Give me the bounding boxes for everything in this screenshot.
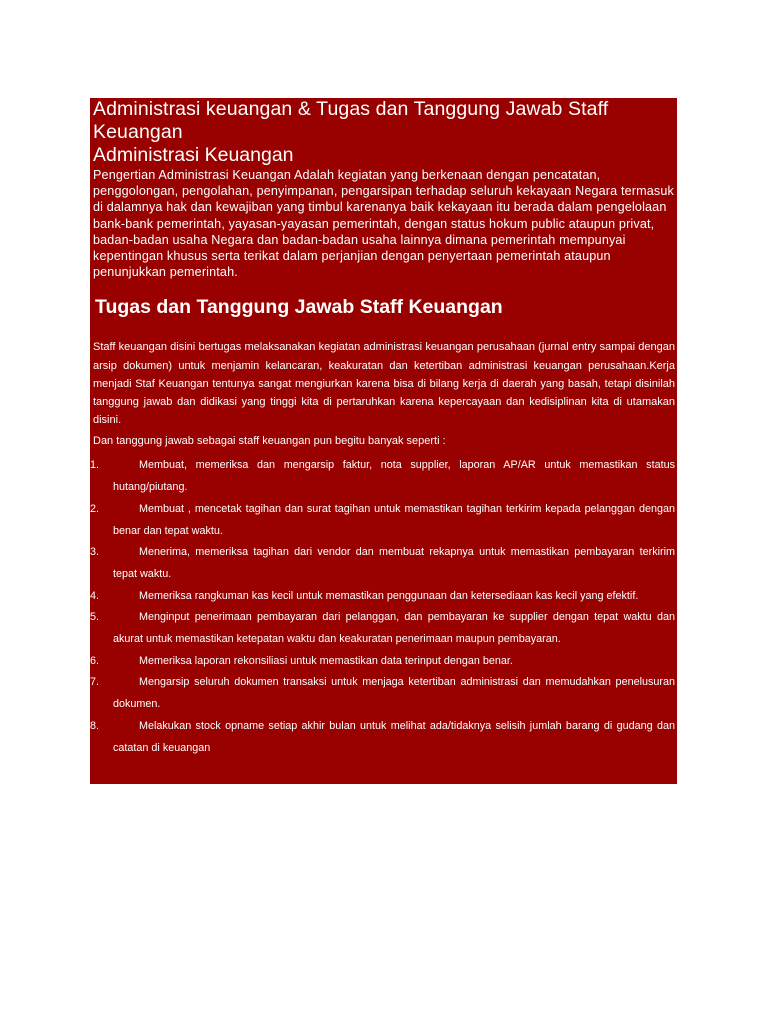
list-item-number: 4. <box>90 589 100 602</box>
list-item-number: 7. <box>90 676 100 689</box>
list-item-number: 2. <box>90 502 100 515</box>
list-item-text: Melakukan stock opname setiap akhir bulan untuk melihat ada/tidaknya selisih jumlah barang di gudang dan catatan di keuangan <box>113 719 675 754</box>
list-item-number: 6. <box>90 654 100 667</box>
list-item-text: Menginput penerimaan pembayaran dari pelanggan, dan pembayaran ke supplier dengan tepat waktu dan akurat untuk memastikan ketepatan waktu dan keakuratan penerimaan maupun pembayaran. <box>113 611 675 646</box>
list-item-number: 8. <box>90 719 100 732</box>
list-item-number: 5. <box>90 611 100 624</box>
list-item <box>90 455 677 498</box>
list-item <box>90 651 677 673</box>
list-item-text: Menerima, memeriksa tagihan dari vendor dan membuat rekapnya untuk memastikan pembayaran terkirim tepat waktu. <box>113 546 675 580</box>
list-item-number: 3. <box>90 546 100 559</box>
task-list <box>90 455 677 759</box>
list-item <box>90 672 677 715</box>
list-item-text: Membuat, memeriksa dan mengarsip faktur, nota supplier, laporan AP/AR untuk memastikan status hutang/piutang. <box>113 459 675 494</box>
list-item-text: Memeriksa rangkuman kas kecil untuk memastikan penggunaan dan ketersediaan kas kecil yang efektif. <box>139 589 639 602</box>
list-item-text: Membuat , mencetak tagihan dan surat tagihan untuk memastikan tagihan terkirim kepada pelanggan dengan benar dan tepat waktu. <box>113 502 675 537</box>
list-item <box>90 716 677 759</box>
list-item-number: 1. <box>90 459 100 472</box>
document-title: Administrasi keuangan & Tugas dan Tanggung Jawab Staff Keuangan <box>93 98 609 143</box>
document-panel <box>90 98 677 784</box>
list-item <box>90 586 677 608</box>
list-intro: Dan tanggung jawab sebagai staff keuangan pun begitu banyak seperti : <box>93 435 446 448</box>
list-item <box>90 499 677 542</box>
list-item <box>90 542 677 585</box>
list-item-text: Memeriksa laporan rekonsiliasi untuk memastikan data terinput dengan benar. <box>139 654 513 667</box>
body-paragraph: Staff keuangan disini bertugas melaksanakan kegiatan administrasi keuangan perusahaan (jurnal entry sampai dengan arsip dokumen) untuk menjamin kelancaran, keakuratan dan ketertiban administrasi keuangan perusahaan.Kerja menjadi Staf Keuangan tentunya sangat mengiurkan karena bisa di bilang kerja di daerah yang basah, tetapi disinilah tanggung jawab dan didikasi yang tinggi kita di pertaruhkan karena kepercayaan dan kedisiplinan kita di utamakan disini. <box>93 341 675 427</box>
section-heading: Tugas dan Tanggung Jawab Staff Keuangan <box>95 296 503 319</box>
document-subtitle: Administrasi Keuangan <box>93 144 294 166</box>
list-item <box>90 607 677 650</box>
list-item-text: Mengarsip seluruh dokumen transaksi untuk menjaga ketertiban administrasi dan memudahkan penelusuran dokumen. <box>113 676 675 711</box>
intro-paragraph: Pengertian Administrasi Keuangan Adalah kegiatan yang berkenaan dengan pencatatan, penggolongan, pengolahan, penyimpanan, pengarsipan terhadap seluruh kekayaan Negara termasuk di dalamnya hak dan kewajiban yang timbul karenanya baik kekayaan itu berada dalam pengelolaan bank-bank pemerintah, yayasan-yayasan pemerintah, dengan status hokum public ataupun privat, badan-badan usaha Negara dan badan-badan usaha lainnya dimana pemerintah mempunyai kepentingan khusus serta terikat dalam perjanjian dengan penyertaan pemerintah ataupun penunjukkan pemerintah. <box>93 168 674 280</box>
